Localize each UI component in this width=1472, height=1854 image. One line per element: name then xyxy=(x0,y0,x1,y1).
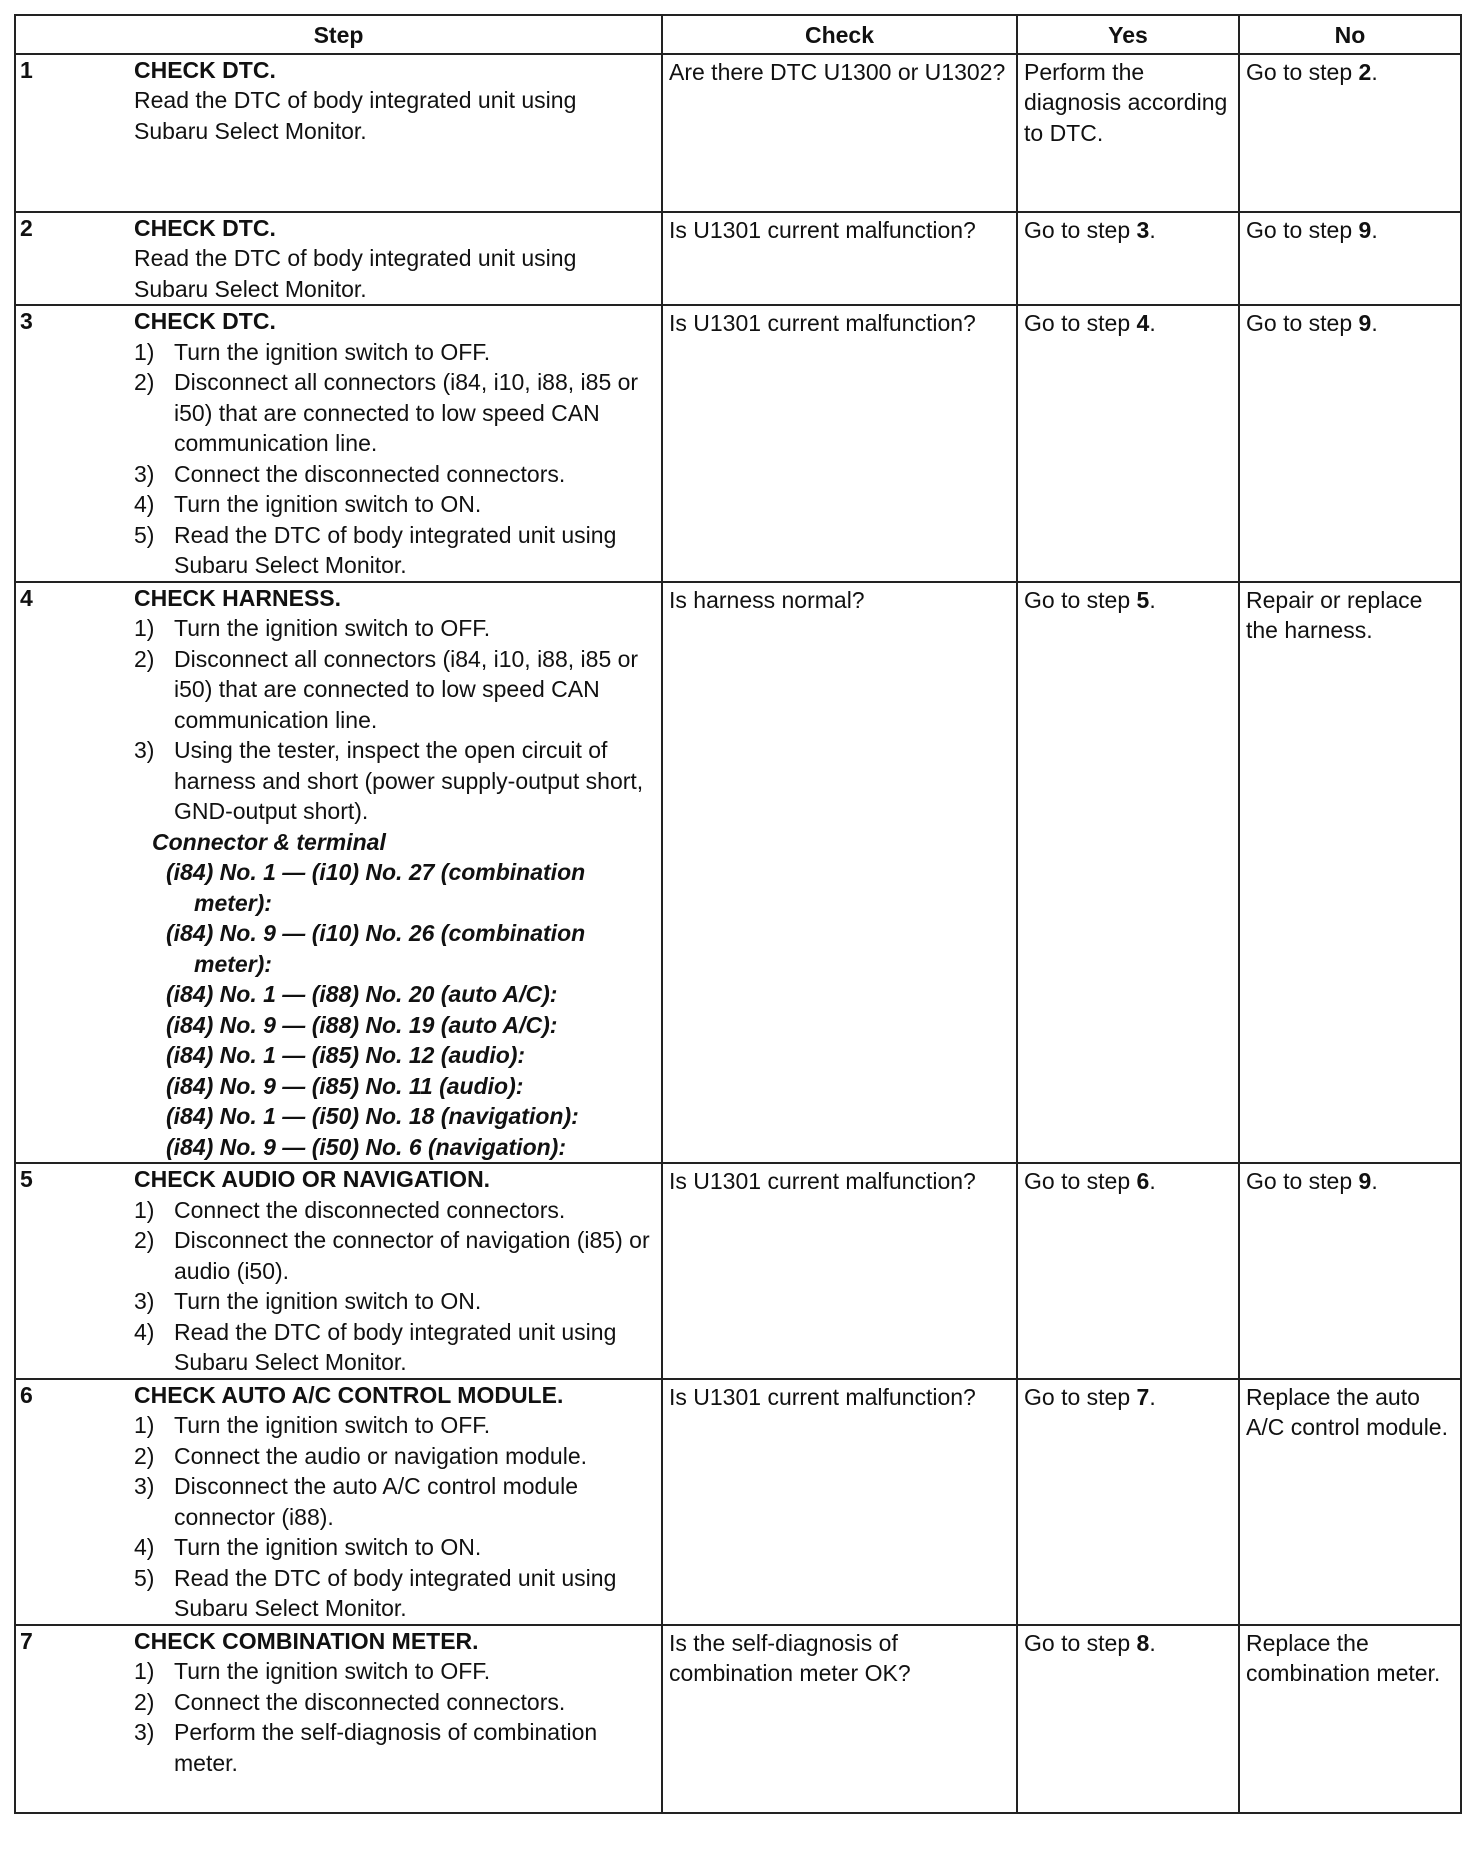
yes-cell xyxy=(1017,1379,1239,1625)
yes-step-ref: 4 xyxy=(1136,310,1150,336)
no-cell xyxy=(1239,212,1461,306)
yes-suffix: . xyxy=(1149,1168,1156,1194)
no-prefix: Go to step xyxy=(1246,1168,1359,1194)
step-instruction: Read the DTC of body integrated unit using Subaru Select Monitor. xyxy=(134,245,577,302)
table-row xyxy=(15,582,1461,1164)
table-row xyxy=(15,305,1461,582)
step-title: CHECK AUDIO OR NAVIGATION. xyxy=(134,1166,491,1192)
procedure-item: 3) Connect the disconnected connectors. xyxy=(134,460,566,487)
connector-heading: Connector & terminal xyxy=(152,828,386,855)
table-row xyxy=(15,1163,1461,1379)
step-cell xyxy=(15,1625,662,1813)
connector-terminal: (i84) No. 9 — (i10) No. 26 (combination meter): xyxy=(166,920,586,977)
no-cell: Replace the auto A/C control module. xyxy=(1239,1379,1461,1625)
table-row xyxy=(15,1625,1461,1813)
yes-cell xyxy=(1017,305,1239,582)
no-suffix: . xyxy=(1371,1168,1378,1194)
step-number: 3 xyxy=(20,308,33,334)
step-number: 1 xyxy=(20,56,33,83)
procedure-item: 3) Perform the self-diagnosis of combination meter. xyxy=(134,1719,598,1776)
step-cell xyxy=(15,54,662,212)
step-cell xyxy=(15,1163,662,1379)
check-cell: Is U1301 current malfunction? xyxy=(662,1163,1017,1379)
step-cell xyxy=(15,1379,662,1625)
procedure-item: 3) Turn the ignition switch to ON. xyxy=(134,1288,482,1314)
header-step: Step xyxy=(15,15,662,54)
step-cell xyxy=(15,582,662,1164)
procedure-item: 2) Connect the audio or navigation module. xyxy=(134,1442,588,1469)
procedure-item: 1) Turn the ignition switch to OFF. xyxy=(134,338,491,365)
yes-suffix: . xyxy=(1149,586,1156,613)
no-cell xyxy=(1239,1163,1461,1379)
step-number: 6 xyxy=(20,1381,33,1408)
yes-cell: Perform the diagnosis according to DTC. xyxy=(1017,54,1239,212)
procedure-item: 1) Turn the ignition switch to OFF. xyxy=(134,1412,491,1438)
no-suffix: . xyxy=(1371,58,1378,85)
yes-suffix: . xyxy=(1149,1629,1156,1656)
procedure-item: 3) Disconnect the auto A/C control module connector (i88). xyxy=(134,1473,579,1530)
diagnostic-table-page xyxy=(14,14,1460,1814)
yes-cell xyxy=(1017,1625,1239,1813)
header-yes: Yes xyxy=(1017,15,1239,54)
no-step-ref: 9 xyxy=(1358,216,1372,243)
procedure-item: 5) Read the DTC of body integrated unit using Subaru Select Monitor. xyxy=(134,521,617,578)
yes-cell xyxy=(1017,1163,1239,1379)
header-no: No xyxy=(1239,15,1461,54)
no-prefix: Go to step xyxy=(1246,310,1359,336)
no-cell xyxy=(1239,54,1461,212)
no-step-ref: 2 xyxy=(1358,58,1372,85)
no-cell: Replace the combination meter. xyxy=(1239,1625,1461,1813)
yes-suffix: . xyxy=(1149,216,1156,243)
procedure-item: 2) Disconnect all connectors (i84, i10, i88, i85 or i50) that are connected to low speed CAN communication line. xyxy=(134,645,639,733)
step-cell xyxy=(15,305,662,582)
procedure-item: 1) Turn the ignition switch to OFF. xyxy=(134,615,491,641)
connector-terminal: (i84) No. 1 — (i50) No. 18 (navigation): xyxy=(166,1103,579,1129)
step-title: CHECK DTC. xyxy=(134,56,276,83)
connector-terminal: (i84) No. 1 — (i85) No. 12 (audio): xyxy=(166,1042,526,1068)
no-step-ref: 9 xyxy=(1358,310,1372,336)
connector-terminal: (i84) No. 9 — (i85) No. 11 (audio): xyxy=(166,1072,524,1099)
yes-prefix: Go to step xyxy=(1024,586,1137,613)
yes-prefix: Go to step xyxy=(1024,1168,1137,1194)
yes-suffix: . xyxy=(1149,1383,1156,1410)
step-title: CHECK COMBINATION METER. xyxy=(134,1627,479,1654)
no-suffix: . xyxy=(1371,216,1378,243)
yes-step-ref: 8 xyxy=(1136,1629,1150,1656)
connector-terminal: (i84) No. 1 — (i88) No. 20 (auto A/C): xyxy=(166,981,558,1007)
connector-terminal: (i84) No. 9 — (i88) No. 19 (auto A/C): xyxy=(166,1011,558,1038)
check-cell: Is U1301 current malfunction? xyxy=(662,1379,1017,1625)
check-cell: Is U1301 current malfunction? xyxy=(662,212,1017,306)
step-number: 5 xyxy=(20,1166,33,1192)
yes-prefix: Go to step xyxy=(1024,1629,1137,1656)
yes-cell xyxy=(1017,582,1239,1164)
yes-step-ref: 5 xyxy=(1136,586,1150,613)
check-cell: Is harness normal? xyxy=(662,582,1017,1164)
yes-prefix: Go to step xyxy=(1024,1383,1137,1410)
yes-prefix: Go to step xyxy=(1024,216,1137,243)
procedure-item: 4) Turn the ignition switch to ON. xyxy=(134,491,482,517)
connector-terminal: (i84) No. 1 — (i10) No. 27 (combination meter): xyxy=(166,859,586,916)
procedure-item: 3) Using the tester, inspect the open circuit of harness and short (power supply-output short, GND-output short). xyxy=(134,737,644,824)
yes-step-ref: 3 xyxy=(1136,216,1150,243)
procedure-item: 2) Disconnect all connectors (i84, i10, i88, i85 or i50) that are connected to low speed CAN communication line. xyxy=(134,369,639,456)
procedure-item: 2) Connect the disconnected connectors. xyxy=(134,1688,566,1715)
step-title: CHECK DTC. xyxy=(134,214,276,241)
connector-terminal: (i84) No. 9 — (i50) No. 6 (navigation): xyxy=(166,1133,566,1160)
step-cell xyxy=(15,212,662,306)
step-title: CHECK AUTO A/C CONTROL MODULE. xyxy=(134,1381,564,1408)
no-prefix: Go to step xyxy=(1246,58,1359,85)
procedure-item: 5) Read the DTC of body integrated unit using Subaru Select Monitor. xyxy=(134,1564,617,1621)
step-number: 2 xyxy=(20,214,33,241)
check-cell: Is the self-diagnosis of combination meter OK? xyxy=(662,1625,1017,1813)
table-row xyxy=(15,1379,1461,1625)
check-cell: Is U1301 current malfunction? xyxy=(662,305,1017,582)
step-number: 7 xyxy=(20,1627,33,1654)
procedure-item: 4) Turn the ignition switch to ON. xyxy=(134,1534,482,1560)
no-suffix: . xyxy=(1371,310,1378,336)
no-prefix: Go to step xyxy=(1246,216,1359,243)
step-title: CHECK HARNESS. xyxy=(134,584,342,611)
check-cell: Are there DTC U1300 or U1302? xyxy=(662,54,1017,212)
yes-prefix: Go to step xyxy=(1024,310,1137,336)
procedure-item: 4) Read the DTC of body integrated unit using Subaru Select Monitor. xyxy=(134,1318,617,1375)
no-cell: Repair or replace the harness. xyxy=(1239,582,1461,1164)
header-check: Check xyxy=(662,15,1017,54)
yes-suffix: . xyxy=(1149,310,1156,336)
procedure-item: 2) Disconnect the connector of navigation (i85) or audio (i50). xyxy=(134,1227,650,1284)
diagnostic-table xyxy=(14,14,1462,1814)
no-cell xyxy=(1239,305,1461,582)
procedure-item: 1) Connect the disconnected connectors. xyxy=(134,1196,566,1223)
procedure-item: 1) Turn the ignition switch to OFF. xyxy=(134,1658,491,1684)
yes-step-ref: 6 xyxy=(1136,1168,1150,1194)
no-step-ref: 9 xyxy=(1358,1168,1372,1194)
yes-step-ref: 7 xyxy=(1136,1383,1150,1410)
yes-cell xyxy=(1017,212,1239,306)
table-header-row xyxy=(15,15,1461,54)
step-instruction: Read the DTC of body integrated unit using Subaru Select Monitor. xyxy=(134,87,577,144)
table-row xyxy=(15,212,1461,306)
step-title: CHECK DTC. xyxy=(134,308,276,334)
step-number: 4 xyxy=(20,584,33,611)
table-row xyxy=(15,54,1461,212)
